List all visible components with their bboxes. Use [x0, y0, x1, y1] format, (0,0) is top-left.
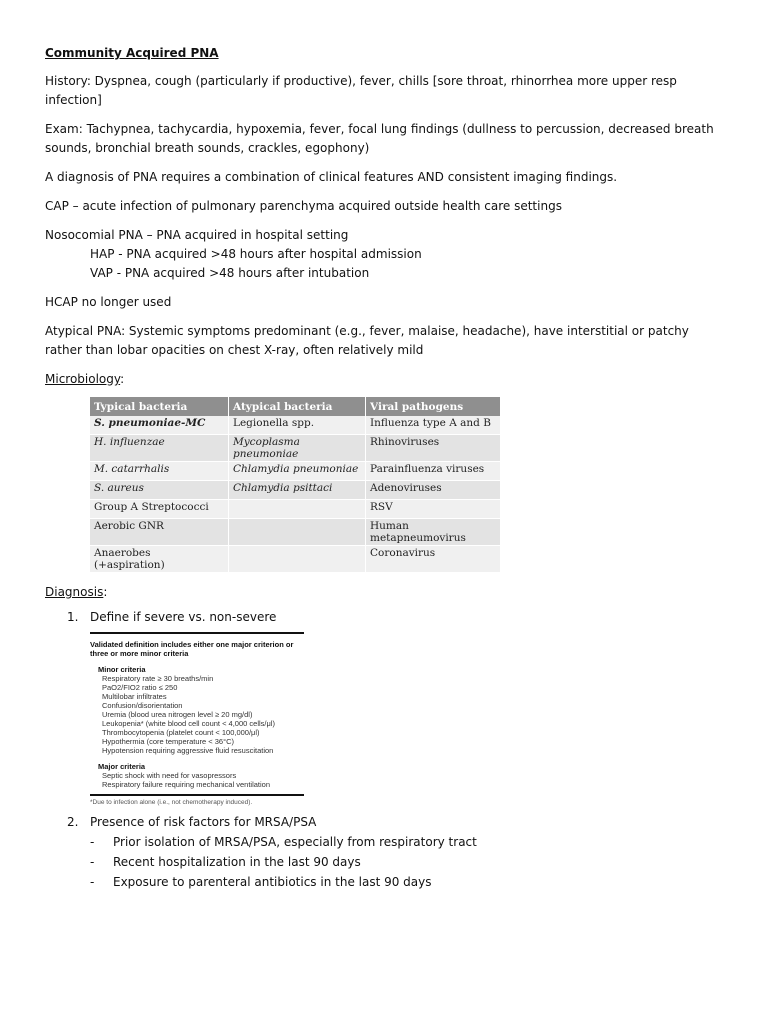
list-item: [45, 608, 725, 627]
exam-paragraph: Exam: Tachypnea, tachycardia, hypoxemia, fever, focal lung findings (dullness to percussion, decreased breath sounds, bronchial breath sounds, crackles, egophony): [45, 122, 714, 155]
table-header-atypical: Atypical bacteria: [229, 397, 366, 416]
list-number: 2.: [67, 815, 79, 829]
table-cell: H. influenzae: [90, 435, 229, 462]
dash-bullet: -: [90, 875, 95, 889]
major-criteria-title: Major criteria: [98, 762, 146, 771]
table-row: [90, 481, 501, 500]
hcap-note: HCAP no longer used: [45, 295, 172, 309]
criteria-bottom-rule: [90, 794, 304, 796]
table-cell: Mycoplasma pneumoniae: [229, 435, 366, 462]
criteria-item: Multilobar infiltrates: [102, 692, 167, 701]
diagnosis-requirement-paragraph: A diagnosis of PNA requires a combination of clinical features AND consistent imaging findings.: [45, 170, 618, 184]
risk-factor-item: [45, 872, 725, 892]
table-cell: Parainfluenza viruses: [366, 462, 501, 481]
risk-factor-item: [45, 852, 725, 872]
table-cell: Rhinoviruses: [366, 435, 501, 462]
table-cell: Adenoviruses: [366, 481, 501, 500]
table-cell: Anaerobes (+aspiration): [90, 546, 229, 573]
microbiology-heading-line: [45, 370, 725, 389]
minor-criteria-title: Minor criteria: [98, 665, 146, 674]
risk-factor-item: [45, 832, 725, 852]
table-cell: S. aureus: [90, 481, 229, 500]
history-paragraph: History: Dyspnea, cough (particularly if productive), fever, chills [sore throat, rhinorrhea more upper resp infection]: [45, 74, 677, 107]
hap-definition: HAP - PNA acquired >48 hours after hospital admission: [90, 247, 422, 261]
document-page: [45, 44, 725, 892]
diagnosis-colon: :: [103, 585, 108, 599]
severity-criteria-figure: [90, 632, 304, 807]
atypical-paragraph: Atypical PNA: Systemic symptoms predominant (e.g., fever, malaise, headache), have interstitial or patchy rather than lobar opacities on chest X-ray, often relatively mild: [45, 324, 689, 357]
table-row: [90, 519, 501, 546]
criteria-item: Hypothermia (core temperature < 36°C): [102, 737, 235, 746]
table-cell: Legionella spp.: [229, 416, 366, 435]
microbiology-colon: :: [120, 372, 125, 386]
list-item-text: Define if severe vs. non-severe: [90, 610, 277, 624]
table-row: [90, 546, 501, 573]
table-cell: [229, 519, 366, 546]
dash-bullet: -: [90, 835, 95, 849]
criteria-footnote: *Due to infection alone (i.e., not chemotherapy induced).: [90, 799, 253, 806]
risk-factor-text: Exposure to parenteral antibiotics in the last 90 days: [113, 875, 432, 889]
criteria-header: Validated definition includes either one major criterion or three or more minor criteria: [90, 640, 294, 658]
diagnosis-list: [45, 608, 725, 892]
microbiology-heading: Microbiology: [45, 372, 121, 386]
criteria-item: Respiratory failure requiring mechanical ventilation: [102, 780, 270, 789]
list-item-text: Presence of risk factors for MRSA/PSA: [90, 815, 317, 829]
table-cell: Influenza type A and B: [366, 416, 501, 435]
cap-definition: CAP – acute infection of pulmonary parenchyma acquired outside health care settings: [45, 199, 562, 213]
criteria-item: Thrombocytopenia (platelet count < 100,000/μl): [102, 728, 260, 737]
table-cell: M. catarrhalis: [90, 462, 229, 481]
table-cell: RSV: [366, 500, 501, 519]
table-row: [90, 462, 501, 481]
microbiology-table: [90, 397, 501, 573]
list-item: [45, 813, 725, 832]
diagnosis-heading: Diagnosis: [45, 585, 104, 599]
table-header-viral: Viral pathogens: [366, 397, 501, 416]
table-cell: Human metapneumovirus: [366, 519, 501, 546]
criteria-item: Septic shock with need for vasopressors: [102, 771, 237, 780]
criteria-item: Leukopenia* (white blood cell count < 4,000 cells/μl): [102, 719, 275, 728]
list-number: 1.: [67, 610, 79, 624]
risk-factor-text: Prior isolation of MRSA/PSA, especially from respiratory tract: [113, 835, 477, 849]
table-row: [90, 416, 501, 435]
table-cell: [229, 546, 366, 573]
dash-bullet: -: [90, 855, 95, 869]
diagnosis-heading-line: [45, 583, 725, 602]
table-header-typical: Typical bacteria: [90, 397, 229, 416]
risk-factor-text: Recent hospitalization in the last 90 days: [113, 855, 361, 869]
criteria-top-rule: [90, 632, 304, 634]
criteria-item: Hypotension requiring aggressive fluid resuscitation: [102, 746, 274, 755]
criteria-item: Confusion/disorientation: [102, 701, 183, 710]
table-cell: Group A Streptococci: [90, 500, 229, 519]
table-header-row: [90, 397, 501, 416]
page-title: Community Acquired PNA: [45, 46, 219, 60]
table-cell: Coronavirus: [366, 546, 501, 573]
criteria-item: Uremia (blood urea nitrogen level ≥ 20 mg/dl): [102, 710, 253, 719]
table-cell: Chlamydia pneumoniae: [229, 462, 366, 481]
table-cell: [229, 500, 366, 519]
table-row: [90, 435, 501, 462]
criteria-item: PaO2/FIO2 ratio ≤ 250: [102, 683, 178, 692]
table-cell: Aerobic GNR: [90, 519, 229, 546]
criteria-item: Respiratory rate ≥ 30 breaths/min: [102, 674, 214, 683]
vap-definition: VAP - PNA acquired >48 hours after intubation: [90, 266, 370, 280]
table-cell: Chlamydia psittaci: [229, 481, 366, 500]
nosocomial-block: [45, 226, 725, 283]
table-cell: S. pneumoniae-MC: [90, 416, 229, 435]
nosocomial-definition: Nosocomial PNA – PNA acquired in hospital setting: [45, 228, 349, 242]
table-row: [90, 500, 501, 519]
